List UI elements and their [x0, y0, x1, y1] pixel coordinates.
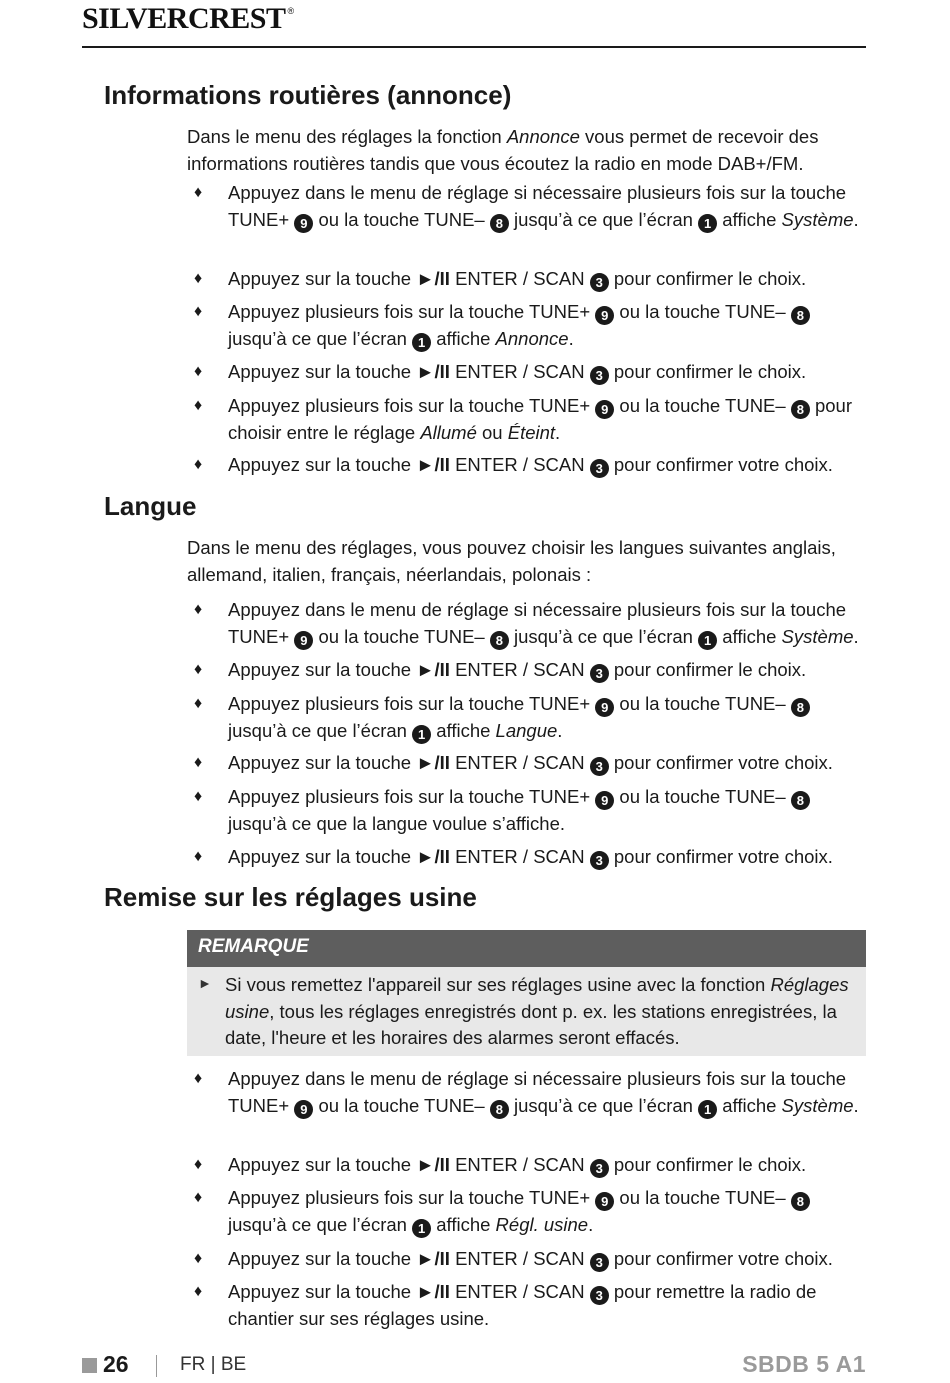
- bullet-diamond-icon: ♦: [194, 695, 203, 712]
- ref-number-badge: 1: [412, 725, 431, 744]
- bullet-diamond-icon: ♦: [194, 601, 203, 618]
- bullet-diamond-icon: ♦: [194, 1283, 203, 1300]
- ref-number-badge: 9: [595, 400, 614, 419]
- ref-number-badge: 3: [590, 1253, 609, 1272]
- section-intro: Dans le menu des réglages la fonction Annonce vous permet de recevoir des informations routières tandis que vous écoutez la radio en mode DAB+/FM.: [187, 126, 819, 174]
- bullet-diamond-icon: ♦: [194, 363, 203, 380]
- ref-number-badge: 3: [590, 459, 609, 478]
- list-item-text: Appuyez plusieurs fois sur la touche TUNE+ 9 ou la touche TUNE– 8 jusqu’à ce que l’écran 1 affiche Régl. usine.: [228, 1185, 873, 1238]
- note-box: [187, 930, 866, 1056]
- note-header: [187, 930, 866, 967]
- ref-number-badge: 3: [590, 1159, 609, 1178]
- ref-number-badge: 1: [698, 631, 717, 650]
- menu-term: Système: [781, 625, 854, 647]
- play-pause-symbol: ►/II: [416, 752, 450, 773]
- list-item-text: Appuyez sur la touche ►/II ENTER / SCAN 3 pour confirmer votre choix.: [228, 752, 833, 774]
- ref-number-badge: 8: [490, 214, 509, 233]
- play-pause-symbol: ►/II: [416, 361, 450, 382]
- ref-number-badge: 8: [791, 791, 810, 810]
- section-title: Remise sur les réglages usine: [104, 882, 477, 912]
- header-rule: [82, 46, 866, 48]
- ref-number-badge: 1: [698, 214, 717, 233]
- ref-number-badge: 8: [490, 631, 509, 650]
- bullet-diamond-icon: ♦: [194, 788, 203, 805]
- ref-number-badge: 9: [595, 698, 614, 717]
- play-pause-symbol: ►/II: [416, 454, 450, 475]
- ref-number-badge: 3: [590, 851, 609, 870]
- list-item-text: Appuyez plusieurs fois sur la touche TUNE+ 9 ou la touche TUNE– 8 pour choisir entre le réglage Allumé ou Éteint.: [228, 395, 852, 443]
- bullet-diamond-icon: ♦: [194, 1070, 203, 1087]
- note-text: Si vous remettez l'appareil sur ses réglages usine avec la fonction Réglages usine, tous les réglages enregistrés dont p. ex. les stations enregistrées, la date, l'heure et les horaires des alarmes seront effacés.: [225, 974, 849, 1048]
- menu-term: Langue: [495, 719, 558, 741]
- bullet-diamond-icon: ♦: [194, 456, 203, 473]
- ref-number-badge: 3: [590, 273, 609, 292]
- play-pause-symbol: ►/II: [416, 1248, 450, 1269]
- section-title: Langue: [104, 491, 197, 521]
- menu-term: Éteint: [507, 421, 556, 443]
- bullet-diamond-icon: ♦: [194, 1189, 203, 1206]
- bullet-diamond-icon: ♦: [194, 270, 203, 287]
- menu-term: Annonce: [495, 327, 569, 349]
- play-pause-symbol: ►/II: [416, 268, 450, 289]
- ref-number-badge: 1: [412, 1219, 431, 1238]
- play-pause-symbol: ►/II: [416, 1154, 450, 1175]
- ref-number-badge: 9: [294, 631, 313, 650]
- bullet-diamond-icon: ♦: [194, 397, 203, 414]
- ref-number-badge: 3: [590, 366, 609, 385]
- list-item-text: Appuyez sur la touche ►/II ENTER / SCAN 3 pour confirmer le choix.: [228, 659, 807, 681]
- play-pause-symbol: ►/II: [416, 846, 450, 867]
- bullet-diamond-icon: ♦: [194, 848, 203, 865]
- note-title: REMARQUE: [198, 936, 309, 957]
- note-arrow-icon: ►: [198, 975, 212, 991]
- ref-number-badge: 3: [590, 1286, 609, 1305]
- menu-term: Allumé: [420, 421, 477, 443]
- list-item-text: Appuyez dans le menu de réglage si nécessaire plusieurs fois sur la touche TUNE+ 9 ou la touche TUNE– 8 jusqu’à ce que l’écran 1 affiche Système.: [228, 599, 859, 648]
- list-item-text: Appuyez sur la touche ►/II ENTER / SCAN 3 pour confirmer votre choix.: [228, 1248, 833, 1270]
- list-item-text: Appuyez sur la touche ►/II ENTER / SCAN 3 pour confirmer le choix.: [228, 268, 807, 290]
- list-item-text: Appuyez sur la touche ►/II ENTER / SCAN 3 pour confirmer votre choix.: [228, 454, 833, 476]
- menu-term: Régl. usine: [495, 1213, 589, 1235]
- list-item-text: Appuyez dans le menu de réglage si nécessaire plusieurs fois sur la touche TUNE+ 9 ou la touche TUNE– 8 jusqu’à ce que l’écran 1 affiche Système.: [228, 1068, 859, 1117]
- menu-term: Système: [781, 1094, 854, 1116]
- list-item-text: Appuyez plusieurs fois sur la touche TUNE+ 9 ou la touche TUNE– 8 jusqu’à ce que l’écran 1 affiche Langue.: [228, 691, 873, 744]
- ref-number-badge: 9: [294, 1100, 313, 1119]
- menu-term: Système: [781, 208, 854, 230]
- list-item-text: Appuyez plusieurs fois sur la touche TUNE+ 9 ou la touche TUNE– 8 jusqu’à ce que la langue voulue s’affiche.: [228, 784, 873, 837]
- bullet-diamond-icon: ♦: [194, 661, 203, 678]
- ref-number-badge: 8: [791, 400, 810, 419]
- section-title: Informations routières (annonce): [104, 80, 512, 110]
- bullet-diamond-icon: ♦: [194, 1156, 203, 1173]
- footer-language: FR | BE: [180, 1354, 247, 1375]
- ref-number-badge: 9: [595, 791, 614, 810]
- ref-number-badge: 1: [412, 333, 431, 352]
- ref-number-badge: 1: [698, 1100, 717, 1119]
- list-item-text: Appuyez sur la touche ►/II ENTER / SCAN 3 pour remettre la radio de chantier sur ses réglages usine.: [228, 1281, 817, 1329]
- ref-number-badge: 3: [590, 664, 609, 683]
- ref-number-badge: 9: [294, 214, 313, 233]
- bullet-diamond-icon: ♦: [194, 303, 203, 320]
- ref-number-badge: 8: [791, 698, 810, 717]
- footer-divider: [156, 1355, 157, 1377]
- list-item-text: Appuyez sur la touche ►/II ENTER / SCAN 3 pour confirmer le choix.: [228, 361, 807, 383]
- ref-number-badge: 9: [595, 1192, 614, 1211]
- list-item-text: Appuyez sur la touche ►/II ENTER / SCAN 3 pour confirmer votre choix.: [228, 846, 833, 868]
- model-number: SBDB 5 A1: [742, 1351, 866, 1377]
- bullet-diamond-icon: ♦: [194, 754, 203, 771]
- ref-number-badge: 9: [595, 306, 614, 325]
- list-item-text: Appuyez plusieurs fois sur la touche TUNE+ 9 ou la touche TUNE– 8 jusqu’à ce que l’écran 1 affiche Annonce.: [228, 299, 873, 352]
- ref-number-badge: 3: [590, 757, 609, 776]
- page-number: 26: [103, 1351, 129, 1377]
- ref-number-badge: 8: [791, 1192, 810, 1211]
- footer-square-icon: [82, 1358, 97, 1373]
- brand-logo: SILVERCREST ®: [82, 2, 294, 35]
- ref-number-badge: 8: [791, 306, 810, 325]
- ref-number-badge: 8: [490, 1100, 509, 1119]
- bullet-diamond-icon: ♦: [194, 1250, 203, 1267]
- bullet-diamond-icon: ♦: [194, 184, 203, 201]
- section-intro: Dans le menu des réglages, vous pouvez choisir les langues suivantes anglais, allemand, italien, français, néerlandais, polonais :: [187, 537, 836, 585]
- play-pause-symbol: ►/II: [416, 659, 450, 680]
- play-pause-symbol: ►/II: [416, 1281, 450, 1302]
- list-item-text: Appuyez sur la touche ►/II ENTER / SCAN 3 pour confirmer le choix.: [228, 1154, 807, 1176]
- list-item-text: Appuyez dans le menu de réglage si nécessaire plusieurs fois sur la touche TUNE+ 9 ou la touche TUNE– 8 jusqu’à ce que l’écran 1 affiche Système.: [228, 182, 859, 231]
